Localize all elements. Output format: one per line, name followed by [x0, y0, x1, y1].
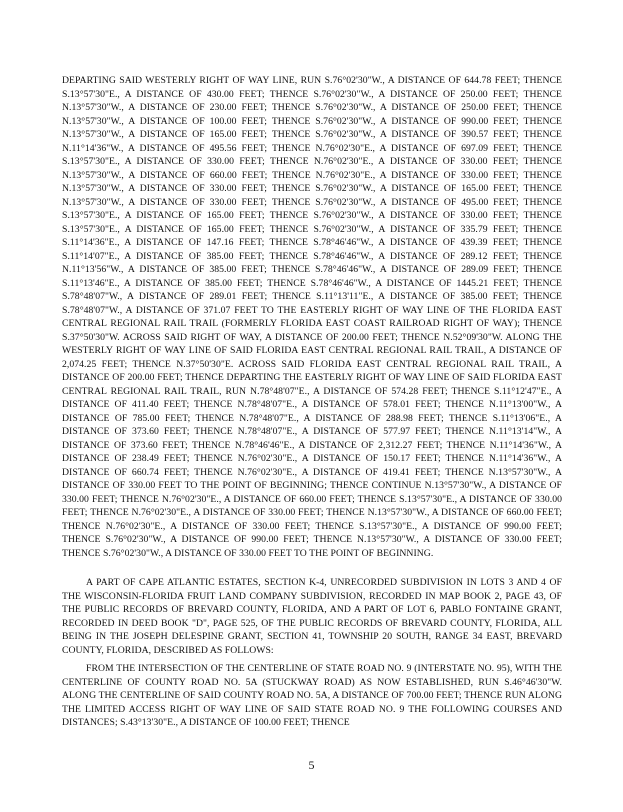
point-of-commencement-paragraph: FROM THE INTERSECTION OF THE CENTERLINE OF STATE ROAD NO. 9 (INTERSTATE NO. 95), WITH THE CENTERLINE OF COUNTY ROAD NO. 5A (STUCKWAY ROAD) AS NOW ESTABLISHED, RUN S.46°46'30"W. ALONG THE CENTERLINE OF SAID COUNTY ROAD NO. 5A, A DISTANCE OF 700.00 FEET; THENCE RUN ALONG THE LIMITED ACCESS RIGHT OF WAY LINE OF SAID STATE ROAD NO. 9 THE FOLLOWING COURSES AND DISTANCES; S.43°13'30"E., A DISTANCE OF 100.00 FEET; THENCE [62, 663, 562, 728]
page-number: 5 [308, 758, 315, 772]
parcel-description-paragraph: A PART OF CAPE ATLANTIC ESTATES, SECTION K-4, UNRECORDED SUBDIVISION IN LOTS 3 AND 4 OF THE WISCONSIN-FLORIDA FRUIT LAND COMPANY SUBDIVISION, RECORDED IN MAP BOOK 2, PAGE 43, OF THE PUBLIC RECORDS OF BREVARD COUNTY, FLORIDA, AND A PART OF LOT 6, PABLO FONTAINE GRANT, RECORDED IN DEED BOOK "D", PAGE 525, OF THE PUBLIC RECORDS OF BREVARD COUNTY, FLORIDA, ALL BEING IN THE JOSEPH DELESPINE GRANT, SECTION 41, TOWNSHIP 20 SOUTH, RANGE 34 EAST, BREVARD COUNTY, FLORIDA, DESCRIBED AS FOLLOWS: [62, 577, 562, 656]
legal-description-paragraph: DEPARTING SAID WESTERLY RIGHT OF WAY LINE, RUN S.76°02'30"W., A DISTANCE OF 644.78 FEET; THENCE S.13°57'30"E., A DISTANCE OF 430.00 FEET; THENCE S.76°02'30"W., A DISTANCE OF 250.00 FEET; THENCE N.13°57'30"W., A DISTANCE OF 230.00 FEET; THENCE S.76°02'30"W., A DISTANCE OF 250.00 FEET; THENCE N.13°57'30"W., A DISTANCE OF 100.00 FEET; THENCE S.76°02'30"W., A DISTANCE OF 990.00 FEET; THENCE N.13°57'30"W., A DISTANCE OF 165.00 FEET; THENCE S.76°02'30"W., A DISTANCE OF 390.57 FEET; THENCE N.11°14'36"W., A DISTANCE OF 495.56 FEET; THENCE N.76°02'30"E., A DISTANCE OF 697.09 FEET; THENCE S.13°57'30"E., A DISTANCE OF 330.00 FEET; THENCE N.76°02'30"E., A DISTANCE OF 330.00 FEET; THENCE N.13°57'30"W., A DISTANCE OF 660.00 FEET; THENCE N.76°02'30"E., A DISTANCE OF 330.00 FEET; THENCE N.13°57'30"W., A DISTANCE OF 330.00 FEET; THENCE S.76°02'30"W., A DISTANCE OF 165.00 FEET; THENCE N.13°57'30"W., A DISTANCE OF 330.00 FEET; THENCE S.76°02'30"W., A DISTANCE OF 495.00 FEET; THENCE S.13°57'30"E., A DISTANCE OF 165.00 FEET; THENCE S.76°02'30"W., A DISTANCE OF 330.00 FEET; THENCE S.13°57'30"E., A DISTANCE OF 165.00 FEET; THENCE S.76°02'30"W., A DISTANCE OF 335.79 FEET; THENCE S.11°14'36"E., A DISTANCE OF 147.16 FEET; THENCE S.78°46'46"W., A DISTANCE OF 439.39 FEET; THENCE S.11°14'07"E., A DISTANCE OF 385.00 FEET; THENCE S.78°46'46"W., A DISTANCE OF 289.12 FEET; THENCE N.11°13'56"W., A DISTANCE OF 385.00 FEET; THENCE S.78°46'46"W., A DISTANCE OF 289.09 FEET; THENCE S.11°13'46"E., A DISTANCE OF 385.00 FEET; THENCE S.78°46'46"W., A DISTANCE OF 1445.21 FEET; THENCE S.78°48'07"W., A DISTANCE OF 289.01 FEET; THENCE S.11°13'11"E., A DISTANCE OF 385.00 FEET; THENCE S.78°48'07"W., A DISTANCE OF 371.07 FEET TO THE EASTERLY RIGHT OF WAY LINE OF THE FLORIDA EAST CENTRAL REGIONAL RAIL TRAIL (FORMERLY FLORIDA EAST COAST RAILROAD RIGHT OF WAY); THENCE S.37°50'30"W. ACROSS SAID RIGHT OF WAY, A DISTANCE OF 200.00 FEET; THENCE N.52°09'30"W. ALONG THE WESTERLY RIGHT OF WAY LINE OF SAID FLORIDA EAST CENTRAL REGIONAL RAIL TRAIL, A DISTANCE OF 2,074.25 FEET; THENCE N.37°50'30"E. ACROSS SAID FLORIDA EAST CENTRAL REGIONAL RAIL TRAIL, A DISTANCE OF 200.00 FEET; THENCE DEPARTING THE EASTERLY RIGHT OF WAY LINE OF SAID FLORIDA EAST CENTRAL REGIONAL RAIL TRAIL, RUN N.78°48'07"E., A DISTANCE OF 574.28 FEET; THENCE S.11°12'47"E., A DISTANCE OF 411.40 FEET; THENCE N.78°48'07"E., A DISTANCE OF 578.01 FEET; THENCE N.11°13'00"W., A DISTANCE OF 785.00 FEET; THENCE N.78°48'07"E., A DISTANCE OF 288.98 FEET; THENCE S.11°13'06"E., A DISTANCE OF 373.60 FEET; THENCE N.78°48'07"E., A DISTANCE OF 577.97 FEET; THENCE N.11°13'14"W., A DISTANCE OF 373.60 FEET; THENCE N.78°46'46"E., A DISTANCE OF 2,312.27 FEET; THENCE N.11°14'36"W., A DISTANCE OF 238.49 FEET; THENCE N.76°02'30"E., A DISTANCE OF 150.17 FEET; THENCE N.11°14'36"W., A DISTANCE OF 660.74 FEET; THENCE N.76°02'30"E., A DISTANCE OF 419.41 FEET; THENCE N.13°57'30"W., A DISTANCE OF 330.00 FEET TO THE POINT OF BEGINNING; THENCE CONTINUE N.13°57'30"W., A DISTANCE OF 330.00 FEET; THENCE N.76°02'30"E., A DISTANCE OF 660.00 FEET; THENCE S.13°57'30"E., A DISTANCE OF 330.00 FEET; THENCE N.76°02'30"E., A DISTANCE OF 330.00 FEET; THENCE N.13°57'30"W., A DISTANCE OF 660.00 FEET; THENCE N.76°02'30"E., A DISTANCE OF 330.00 FEET; THENCE S.13°57'30"E., A DISTANCE OF 990.00 FEET; THENCE S.76°02'30"W., A DISTANCE OF 990.00 FEET; THENCE N.13°57'30"W., A DISTANCE OF 330.00 FEET; THENCE S.76°02'30"W., A DISTANCE OF 330.00 FEET TO THE POINT OF BEGINNING. [62, 75, 562, 559]
